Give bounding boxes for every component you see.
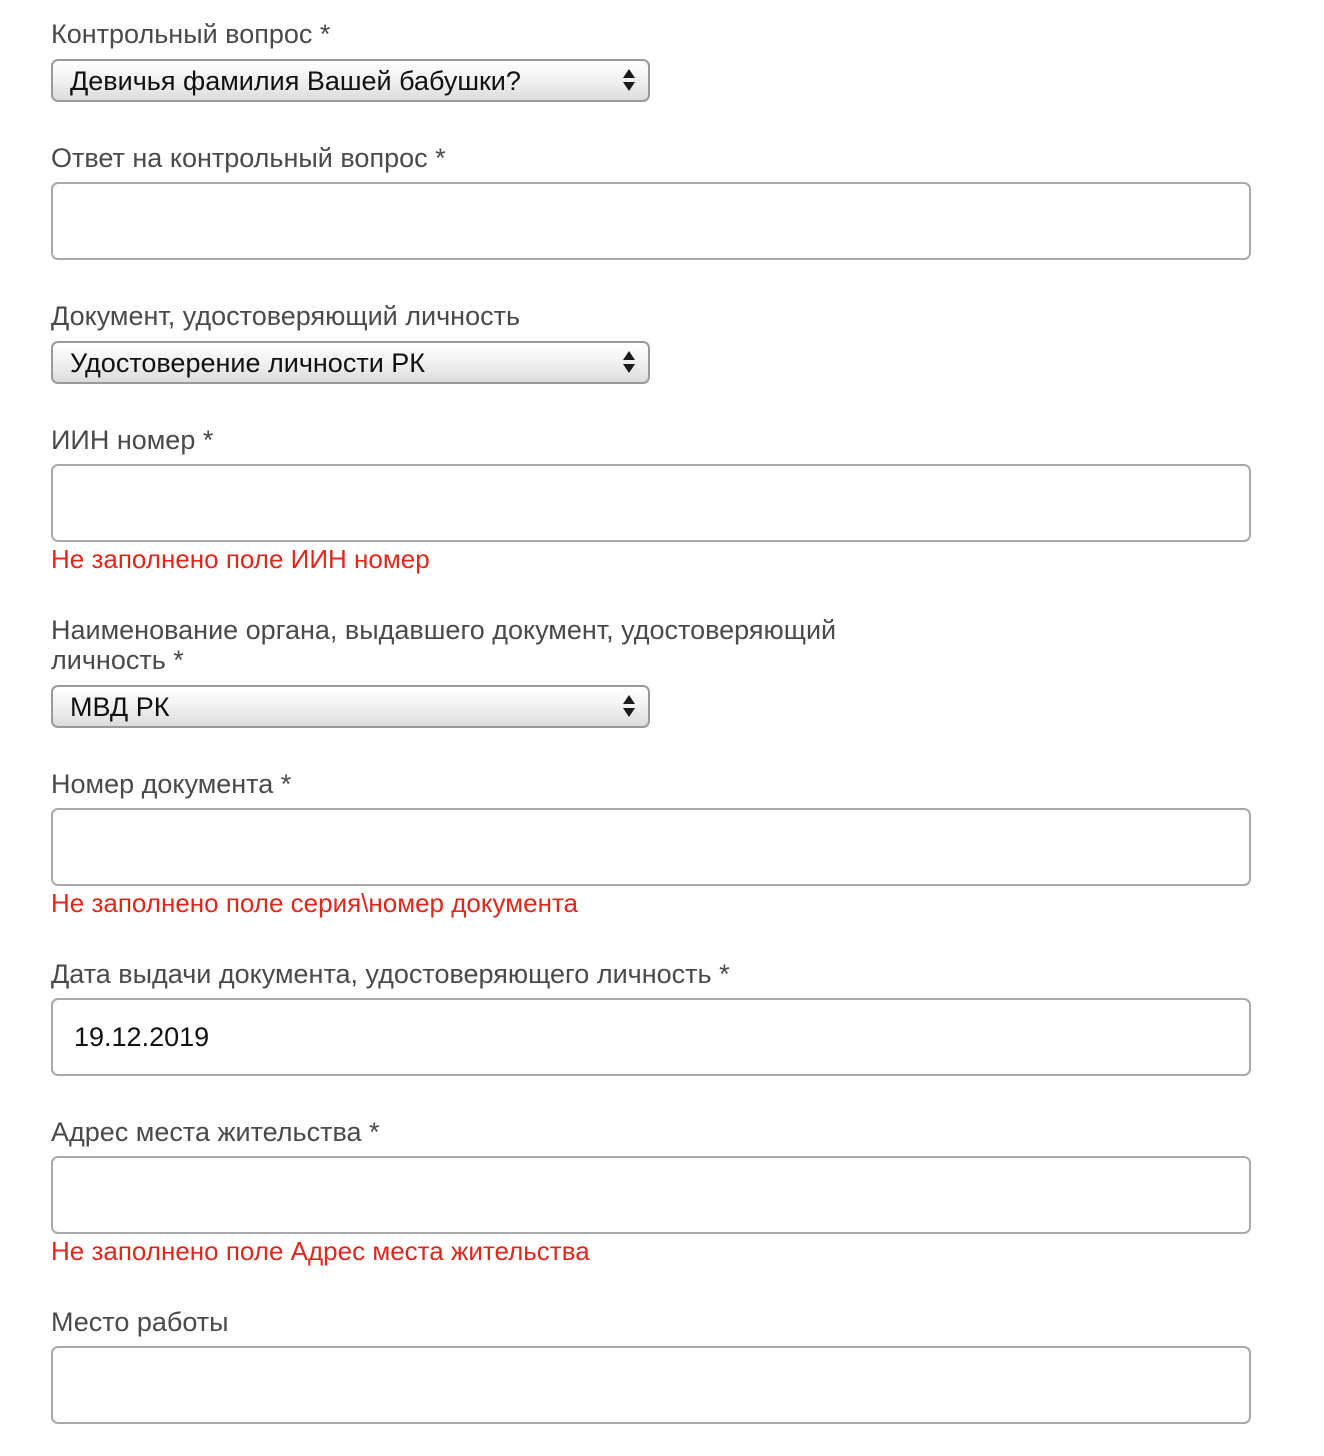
id-document-selected-value: Удостоверение личности РК: [70, 348, 426, 378]
security-answer-input[interactable]: [51, 182, 1251, 260]
id-document-select[interactable]: [51, 341, 650, 384]
id-document-label: Документ, удостоверяющий личность: [51, 301, 521, 331]
document-number-label: Номер документа *: [51, 769, 292, 799]
security-answer-label: Ответ на контрольный вопрос *: [51, 143, 446, 173]
updown-arrows-icon: [622, 351, 636, 375]
document-number-error-message: Не заполнено поле серия\номер документа: [51, 888, 579, 918]
address-input[interactable]: [51, 1156, 1251, 1234]
workplace-input[interactable]: [51, 1346, 1251, 1424]
workplace-label: Место работы: [51, 1307, 229, 1337]
issuing-authority-select[interactable]: [51, 685, 650, 728]
iin-label: ИИН номер *: [51, 425, 214, 455]
iin-error-message: Не заполнено поле ИИН номер: [51, 544, 430, 574]
updown-arrows-icon: [622, 69, 636, 93]
issuing-authority-label: Наименование органа, выдавшего документ, удостоверяющий личность *: [51, 615, 837, 675]
security-question-select[interactable]: [51, 59, 650, 102]
issue-date-input[interactable]: [51, 998, 1251, 1076]
security-question-label: Контрольный вопрос *: [51, 19, 331, 49]
security-question-selected-value: Девичья фамилия Вашей бабушки?: [70, 66, 521, 96]
issuing-authority-selected-value: МВД РК: [70, 692, 170, 722]
updown-arrows-icon: [622, 695, 636, 719]
address-error-message: Не заполнено поле Адрес места жительства: [51, 1236, 590, 1266]
address-label: Адрес места жительства *: [51, 1117, 380, 1147]
issue-date-label: Дата выдачи документа, удостоверяющего личность *: [51, 959, 730, 989]
iin-input[interactable]: [51, 464, 1251, 542]
document-number-input[interactable]: [51, 808, 1251, 886]
